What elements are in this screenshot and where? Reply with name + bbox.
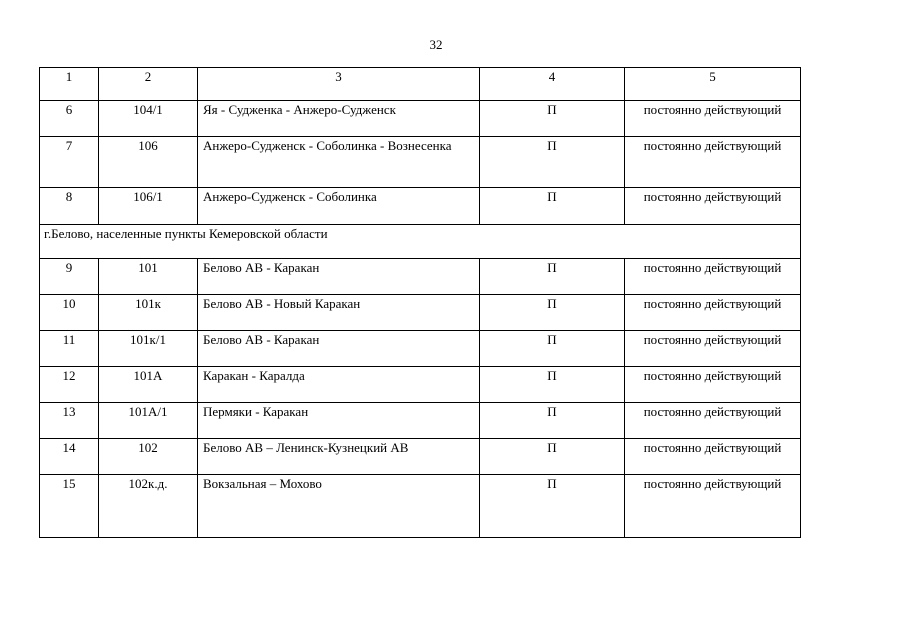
route-type-cell: П xyxy=(480,403,625,439)
row-number-cell: 10 xyxy=(40,295,99,331)
header-cell-2: 2 xyxy=(99,68,198,101)
table-header-row xyxy=(40,68,801,101)
route-type-cell: П xyxy=(480,137,625,188)
header-cell-3: 3 xyxy=(198,68,480,101)
route-name-cell: Белово АВ - Новый Каракан xyxy=(198,295,480,331)
table-row xyxy=(40,331,801,367)
row-number-cell: 6 xyxy=(40,101,99,137)
table-row xyxy=(40,403,801,439)
table-row xyxy=(40,101,801,137)
row-number-cell: 14 xyxy=(40,439,99,475)
route-code-cell: 101 xyxy=(99,259,198,295)
table-row xyxy=(40,259,801,295)
section-header-row xyxy=(40,225,801,259)
header-cell-1: 1 xyxy=(40,68,99,101)
table-row xyxy=(40,475,801,538)
row-number-cell: 13 xyxy=(40,403,99,439)
header-cell-4: 4 xyxy=(480,68,625,101)
route-name-cell: Яя - Судженка - Анжеро-Судженск xyxy=(198,101,480,137)
route-status-cell: постоянно действующий xyxy=(625,475,801,538)
route-type-cell: П xyxy=(480,331,625,367)
route-type-cell: П xyxy=(480,259,625,295)
row-number-cell: 9 xyxy=(40,259,99,295)
route-status-cell: постоянно действующий xyxy=(625,439,801,475)
route-code-cell: 101к/1 xyxy=(99,331,198,367)
route-code-cell: 104/1 xyxy=(99,101,198,137)
route-type-cell: П xyxy=(480,188,625,225)
route-name-cell: Анжеро-Судженск - Соболинка - Вознесенка xyxy=(198,137,480,188)
route-status-cell: постоянно действующий xyxy=(625,403,801,439)
route-name-cell: Белово АВ – Ленинск-Кузнецкий АВ xyxy=(198,439,480,475)
row-number-cell: 15 xyxy=(40,475,99,538)
route-code-cell: 101А/1 xyxy=(99,403,198,439)
route-code-cell: 102 xyxy=(99,439,198,475)
table-row xyxy=(40,137,801,188)
route-name-cell: Анжеро-Судженск - Соболинка xyxy=(198,188,480,225)
row-number-cell: 11 xyxy=(40,331,99,367)
table-row xyxy=(40,188,801,225)
route-name-cell: Каракан - Каралда xyxy=(198,367,480,403)
route-type-cell: П xyxy=(480,439,625,475)
section-title: г.Белово, населенные пункты Кемеровской области xyxy=(40,225,801,259)
route-status-cell: постоянно действующий xyxy=(625,367,801,403)
route-name-cell: Белово АВ - Каракан xyxy=(198,259,480,295)
route-code-cell: 102к.д. xyxy=(99,475,198,538)
route-status-cell: постоянно действующий xyxy=(625,101,801,137)
route-type-cell: П xyxy=(480,101,625,137)
route-status-cell: постоянно действующий xyxy=(625,188,801,225)
table-row xyxy=(40,367,801,403)
route-name-cell: Белово АВ - Каракан xyxy=(198,331,480,367)
row-number-cell: 8 xyxy=(40,188,99,225)
route-status-cell: постоянно действующий xyxy=(625,331,801,367)
page-number: 32 xyxy=(429,37,443,52)
table-row xyxy=(40,295,801,331)
route-type-cell: П xyxy=(480,367,625,403)
route-code-cell: 101А xyxy=(99,367,198,403)
row-number-cell: 12 xyxy=(40,367,99,403)
route-status-cell: постоянно действующий xyxy=(625,295,801,331)
table-row xyxy=(40,439,801,475)
route-code-cell: 101к xyxy=(99,295,198,331)
route-code-cell: 106/1 xyxy=(99,188,198,225)
route-type-cell: П xyxy=(480,295,625,331)
routes-table xyxy=(39,67,801,538)
route-code-cell: 106 xyxy=(99,137,198,188)
route-name-cell: Вокзальная – Мохово xyxy=(198,475,480,538)
route-status-cell: постоянно действующий xyxy=(625,137,801,188)
route-status-cell: постоянно действующий xyxy=(625,259,801,295)
route-name-cell: Пермяки - Каракан xyxy=(198,403,480,439)
row-number-cell: 7 xyxy=(40,137,99,188)
header-cell-5: 5 xyxy=(625,68,801,101)
route-type-cell: П xyxy=(480,475,625,538)
